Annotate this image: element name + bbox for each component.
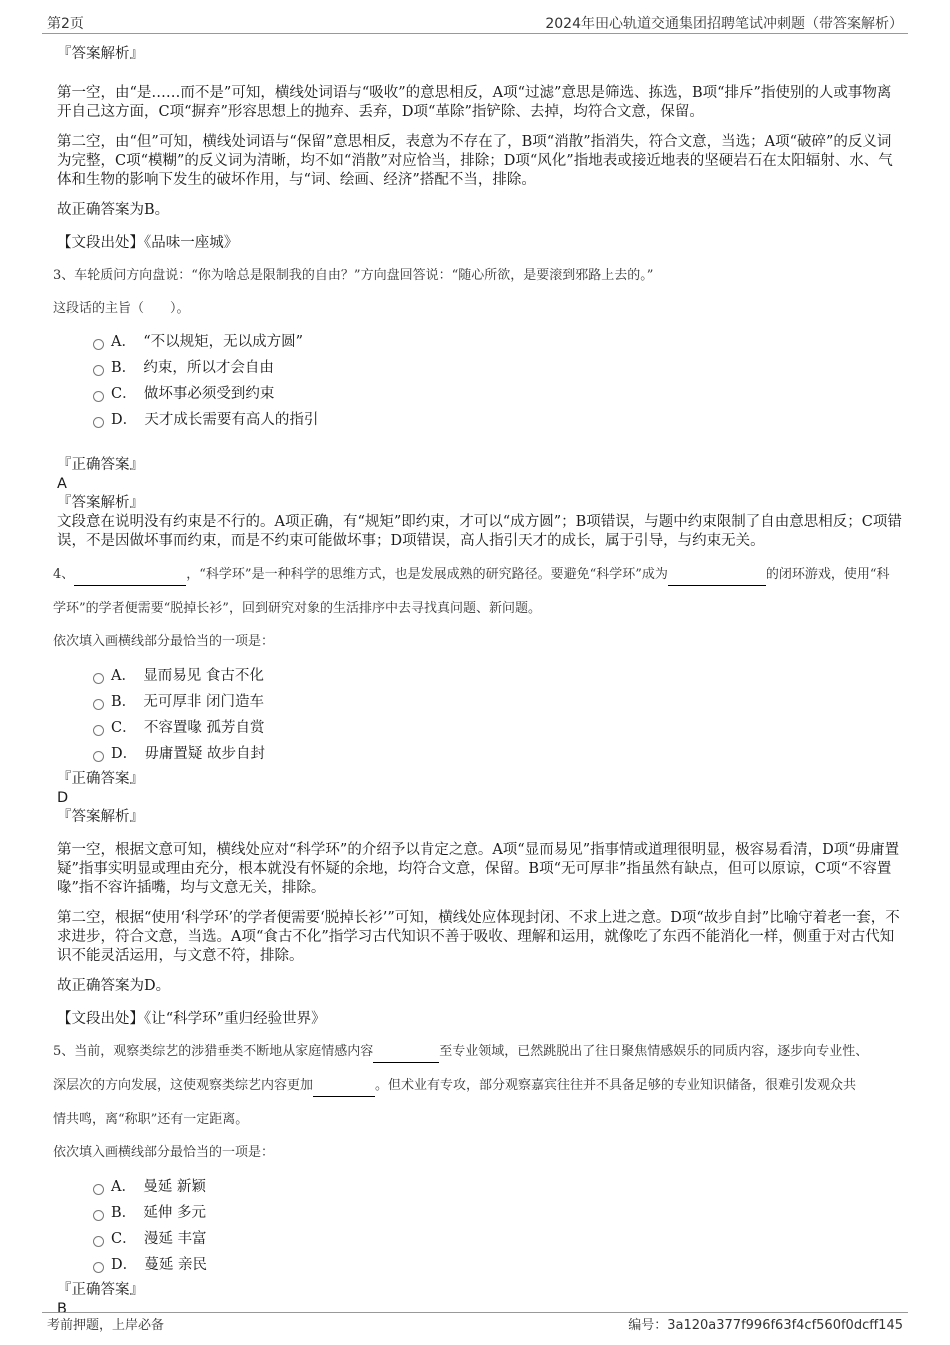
radio-icon[interactable] [93, 751, 104, 762]
document-body [53, 42, 902, 1319]
fill-blank [373, 1042, 439, 1063]
fill-blank [313, 1076, 375, 1097]
analysis-paragraph: 第二空，由“但”可知，横线处词语与“保留”意思相反，表意为不存在了，B项“消散”指消失，符合文意，当选；A项“破碎”的反义词为完整，C项“模糊”的反义词为清晰，均不如“消散”对应恰当，排除；D项“风化”指地表或接近地表的坚硬岩石在太阳辐射、水、气体和生物的影响下发生的破坏作用，与“词、绘画、经济”搭配不当，排除。 [57, 134, 893, 188]
question-stem: 学环”的学者便需要“脱掉长衫”，回到研究对象的生活排序中去寻找真问题、新问题。 [53, 601, 541, 616]
option-label: C． 不容置喙 孤芳自赏 [111, 720, 265, 736]
option-a[interactable] [53, 1177, 902, 1203]
radio-icon[interactable] [93, 1210, 104, 1221]
option-a[interactable] [53, 666, 902, 692]
option-d[interactable] [53, 744, 902, 770]
question-stem: 情共鸣，离“称职”还有一定距离。 [53, 1112, 249, 1127]
option-a[interactable] [53, 332, 902, 358]
option-d[interactable] [53, 1255, 902, 1281]
radio-icon[interactable] [93, 365, 104, 376]
page-header [0, 0, 950, 34]
radio-icon[interactable] [93, 699, 104, 710]
correct-answer-label: 『正确答案』 [57, 457, 144, 473]
radio-icon[interactable] [93, 725, 104, 736]
radio-icon[interactable] [93, 673, 104, 684]
answer-analysis-label: 『答案解析』 [57, 495, 144, 511]
analysis-paragraph: 第二空，根据“使用‘科学环’的学者便需要‘脱掉长衫’”可知，横线处应体现封闭、不求上进之意。D项“故步自封”比喻守着老一套，不求进步，符合文意，当选。A项“食古不化”指学习古代知识不善于吸收、理解和运用，就像吃了东西不能消化一样，侧重于对古代知识不能灵活运用，与文意不符，排除。 [57, 910, 900, 964]
question-3 [53, 266, 902, 436]
question-stem: 这段话的主旨（ ）。 [53, 301, 190, 316]
option-label: D． 天才成长需要有高人的指引 [111, 412, 319, 428]
question-5 [53, 1042, 902, 1281]
analysis-conclusion: 故正确答案为D。 [57, 978, 171, 994]
option-b[interactable] [53, 692, 902, 718]
correct-answer: B [57, 1301, 67, 1317]
option-b[interactable] [53, 1203, 902, 1229]
question-prompt: 依次填入画横线部分最恰当的一项是： [53, 634, 275, 649]
option-label: B． 延伸 多元 [111, 1205, 207, 1221]
radio-icon[interactable] [93, 1184, 104, 1195]
analysis-paragraph: 第一空，根据文意可知，横线处应对“科学环”的介绍予以肯定之意。A项“显而易见”指事情或道理很明显，极容易看清，D项“毋庸置疑”指事实明显或理由充分，根本就没有怀疑的余地，均符合文意，保留。B项“无可厚非”指虽然有缺点，但可以原谅，C项“不容置喙”指不容许插嘴，均与文意无关，排除。 [57, 842, 900, 896]
source-citation: 【文段出处】《品味一座城》 [57, 235, 239, 251]
fill-blank [74, 565, 186, 586]
options-list [53, 666, 902, 770]
analysis-conclusion: 故正确答案为B。 [57, 202, 170, 218]
correct-answer-label: 『正确答案』 [57, 1282, 144, 1298]
source-citation: 【文段出处】《让“科学环”重归经验世界》 [57, 1011, 326, 1027]
answer-analysis-label: 『答案解析』 [57, 46, 144, 62]
question-stem: 5、当前，观察类综艺的涉猎垂类不断地从家庭情感内容 至专业领域，已然跳脱出了往日聚焦情感娱乐的同质内容，逐步向专业性、 [53, 1042, 902, 1063]
option-c[interactable] [53, 1229, 902, 1255]
page-number: 第2页 [47, 16, 84, 32]
radio-icon[interactable] [93, 339, 104, 350]
document-id: 编号：3a120a377f996f63f4cf560f0dcff145 [628, 1318, 903, 1333]
analysis-paragraph: 文段意在说明没有约束是不行的。A项正确，有“规矩”即约束，才可以“成方圆”；B项错误，与题中约束限制了自由意思相反；C项错误，不是因做坏事而约束，而是不约束可能做坏事；D项错误，高人指引天才的成长，属于引导，与约束无关。 [57, 514, 902, 549]
question-stem: 3、车轮质问方向盘说：“你为啥总是限制我的自由？”方向盘回答说：“随心所欲，是要滚到邪路上去的。” [53, 268, 654, 283]
radio-icon[interactable] [93, 1262, 104, 1273]
header-divider [42, 33, 908, 34]
radio-icon[interactable] [93, 391, 104, 402]
option-label: C． 做坏事必须受到约束 [111, 386, 275, 402]
fill-blank [668, 565, 766, 586]
option-label: C． 漫延 丰富 [111, 1231, 207, 1247]
correct-answer-label: 『正确答案』 [57, 771, 144, 787]
option-b[interactable] [53, 358, 902, 384]
option-label: B． 无可厚非 闭门造车 [111, 694, 265, 710]
option-label: A． 显而易见 食古不化 [111, 668, 264, 684]
option-c[interactable] [53, 384, 902, 410]
option-label: A． “不以规矩，无以成方圆” [111, 334, 304, 350]
option-label: D． 毋庸置疑 故步自封 [111, 746, 265, 762]
analysis-paragraph: 第一空，由“是……而不是”可知，横线处词语与“吸收”的意思相反，A项“过滤”意思是筛选、拣选，B项“排斥”指使别的人或事物离开自己这方面，C项“摒弃”形容思想上的抛弃、丢弃，D项“革除”指铲除、去掉，均符合文意，保留。 [57, 85, 892, 120]
question-stem: 4、 ，“科学环”是一种科学的思维方式，也是发展成熟的研究路径。要避免“科学环”成为 的闭环游戏，使用“科 [53, 565, 902, 586]
radio-icon[interactable] [93, 1236, 104, 1247]
correct-answer: A [57, 476, 67, 492]
document-title: 2024年田心轨道交通集团招聘笔试冲刺题（带答案解析） [545, 16, 903, 32]
correct-answer: D [57, 790, 69, 806]
question-prompt: 依次填入画横线部分最恰当的一项是： [53, 1145, 275, 1160]
option-label: B． 约束，所以才会自由 [111, 360, 274, 376]
option-label: A． 曼延 新颖 [111, 1179, 206, 1195]
option-d[interactable] [53, 410, 902, 436]
answer-analysis-label: 『答案解析』 [57, 809, 144, 825]
options-list [53, 332, 902, 436]
radio-icon[interactable] [93, 417, 104, 428]
footer-slogan: 考前押题，上岸必备 [47, 1318, 165, 1333]
option-label: D． 蔓延 亲民 [111, 1257, 207, 1273]
option-c[interactable] [53, 718, 902, 744]
options-list [53, 1177, 902, 1281]
footer-divider [42, 1312, 908, 1313]
question-stem: 深层次的方向发展，这使观察类综艺内容更加 。但术业有专攻，部分观察嘉宾往往并不具备足够的专业知识储备，很难引发观众共 [53, 1076, 902, 1097]
question-4 [53, 565, 902, 770]
